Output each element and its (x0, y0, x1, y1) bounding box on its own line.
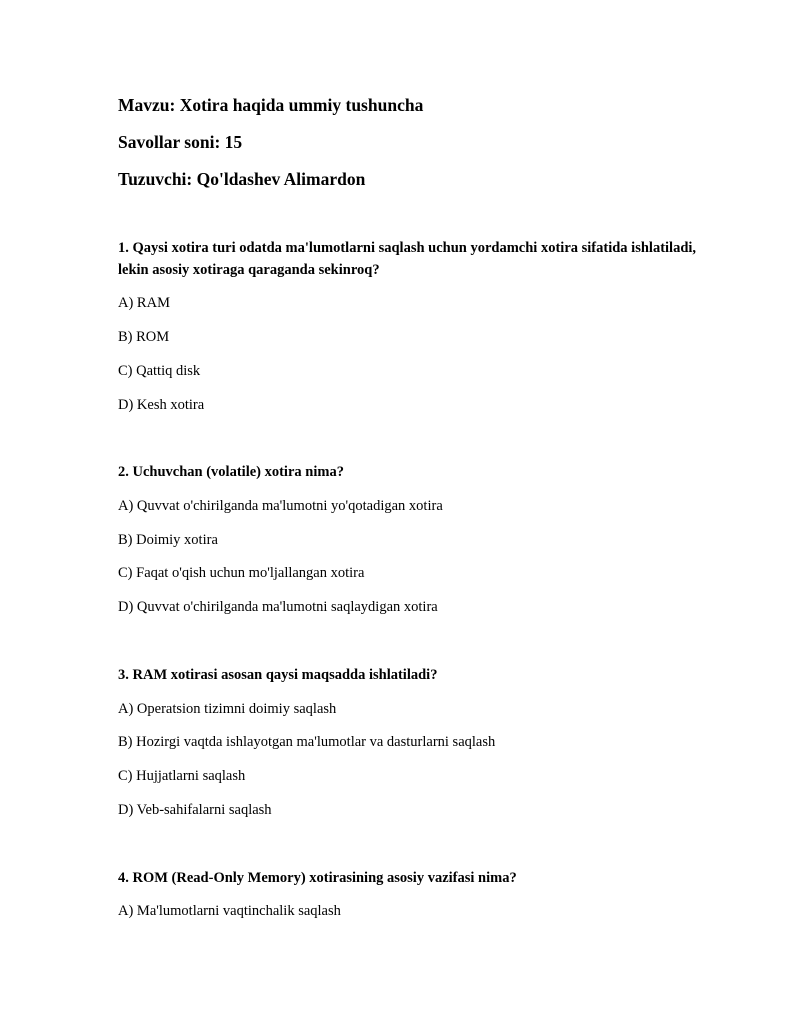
topic-heading: Mavzu: Xotira haqida ummiy tushuncha (118, 95, 424, 115)
question-4-option-a: A) Ma'lumotlarni vaqtinchalik saqlash (118, 903, 341, 919)
question-2-text: 2. Uchuvchan (volatile) xotira nima? (118, 464, 344, 480)
question-3-option-c: C) Hujjatlarni saqlash (118, 768, 246, 784)
question-1-text: 1. Qaysi xotira turi odatda ma'lumotlarni saqlash uchun yordamchi xotira sifatida ishlatiladi, lekin asosiy xotiraga qaraganda sekinroq? (118, 240, 697, 278)
question-2-option-c: C) Faqat o'qish uchun mo'ljallangan xotira (118, 565, 365, 581)
question-3-option-a: A) Operatsion tizimni doimiy saqlash (118, 701, 337, 717)
question-4-text: 4. ROM (Read-Only Memory) xotirasining asosiy vazifasi nima? (118, 870, 517, 886)
question-2-option-a: A) Quvvat o'chirilganda ma'lumotni yo'qotadigan xotira (118, 498, 443, 514)
question-3-option-b: B) Hozirgi vaqtda ishlayotgan ma'lumotlar va dasturlarni saqlash (118, 734, 496, 750)
question-3-text: 3. RAM xotirasi asosan qaysi maqsadda ishlatiladi? (118, 667, 438, 683)
question-2-option-b: B) Doimiy xotira (118, 532, 218, 548)
question-1-option-b: B) ROM (118, 329, 170, 345)
question-count-heading: Savollar soni: 15 (118, 132, 243, 152)
question-1-option-d: D) Kesh xotira (118, 397, 205, 413)
question-2-option-d: D) Quvvat o'chirilganda ma'lumotni saqlaydigan xotira (118, 599, 438, 615)
question-3-option-d: D) Veb-sahifalarni saqlash (118, 802, 272, 818)
question-1-option-c: C) Qattiq disk (118, 363, 201, 379)
author-heading: Tuzuvchi: Qo'ldashev Alimardon (118, 169, 366, 189)
question-1-option-a: A) RAM (118, 295, 170, 311)
